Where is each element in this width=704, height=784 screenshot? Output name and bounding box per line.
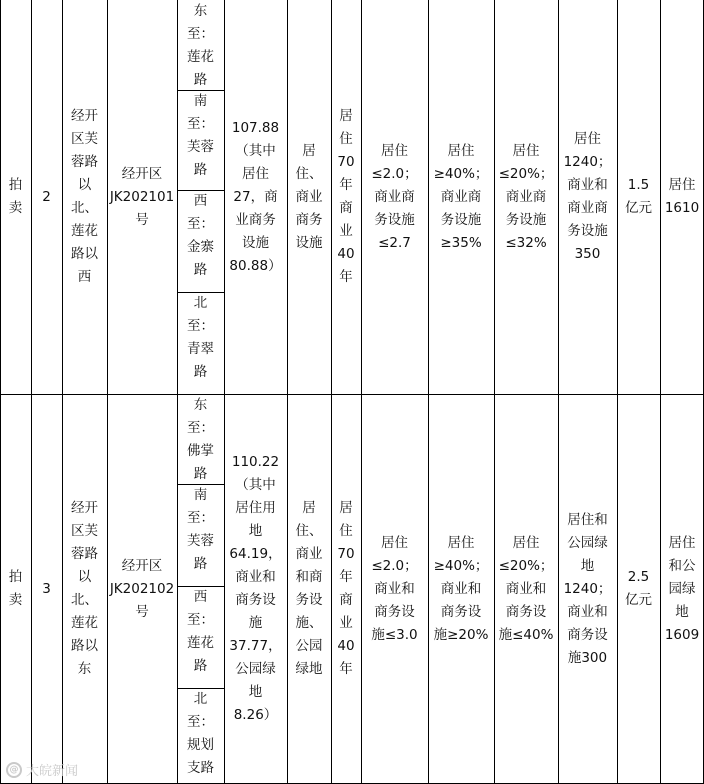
table-rule [62, 0, 63, 784]
table-rule [177, 90, 224, 91]
cell-boundary-text: 西 至： 莲花 路 [187, 589, 214, 674]
watermark-logo-icon: @ [6, 762, 22, 778]
cell-area-text: 110.22 （其中 居住用 地 64.19， 商业和 商务设 施 37.77， 公园绿 地 8.26） [229, 454, 282, 723]
table-rule [177, 484, 224, 485]
cell-extra [660, 0, 704, 394]
cell-land-use-text: 居 住、 商业 商务 设施 [295, 142, 323, 251]
cell-boundary [177, 394, 224, 484]
cell-density-text: 居住 ≥40%； 商业和 商务设 施≥20% [433, 534, 489, 643]
cell-method [0, 0, 31, 394]
cell-parcel-id [107, 0, 177, 394]
cell-parcel-id-text: 经开区 JK202101 号 [109, 165, 175, 228]
cell-green-ratio [494, 394, 558, 784]
table-rule [331, 0, 332, 784]
cell-price-text: 1.5 亿元 [625, 177, 652, 216]
cell-area [224, 0, 287, 394]
cell-plot-ratio-text: 居住 ≤2.0； 商业和 商务设 施≤3.0 [371, 534, 418, 643]
table-rule [558, 0, 559, 784]
cell-density [428, 394, 494, 784]
cell-number [31, 394, 62, 784]
table-rule [177, 190, 224, 191]
cell-price [617, 394, 660, 784]
cell-land-use [287, 394, 331, 784]
cell-term [331, 0, 361, 394]
table-rule [224, 0, 225, 784]
cell-term-text: 居 住 70 年 商 业 40 年 [337, 500, 355, 677]
cell-height [558, 394, 617, 784]
cell-method [0, 394, 31, 784]
cell-parcel-id [107, 394, 177, 784]
cell-area [224, 394, 287, 784]
cell-extra [660, 394, 704, 784]
cell-boundary-text: 南 至： 芙蓉 路 [187, 93, 214, 178]
table-rule [617, 0, 618, 784]
table-rule [428, 0, 429, 784]
table-rule [287, 0, 288, 784]
cell-plot-ratio-text: 居住 ≤2.0； 商业商 务设施 ≤2.7 [371, 142, 418, 251]
cell-boundary [177, 0, 224, 90]
cell-land-use-text: 居 住、 商业 和商 务设 施、 公园 绿地 [295, 500, 323, 677]
watermark-text: 大皖新闻 [26, 764, 79, 779]
cell-location-text: 经开 区芙 蓉路 以 北、 莲花 路以 西 [71, 108, 98, 285]
cell-method-text: 拍 卖 [8, 177, 23, 216]
cell-plot-ratio [361, 394, 428, 784]
table-rule [107, 0, 108, 784]
table-rule [177, 0, 178, 784]
table-rule [494, 0, 495, 784]
cell-price [617, 0, 660, 394]
cell-height [558, 0, 617, 394]
cell-number [31, 0, 62, 394]
cell-number-text: 3 [42, 580, 51, 597]
cell-boundary-text: 北 至： 青翠 路 [187, 295, 214, 380]
cell-boundary [177, 292, 224, 394]
cell-parcel-id-text: 经开区 JK202102 号 [109, 557, 175, 620]
cell-method-text: 拍 卖 [8, 569, 23, 608]
table-rule [361, 0, 362, 784]
cell-density-text: 居住 ≥40%； 商业商 务设施 ≥35% [433, 142, 489, 251]
cell-boundary [177, 688, 224, 784]
table-rule [177, 292, 224, 293]
cell-land-use [287, 0, 331, 394]
cell-height-text: 居住 1240； 商业和 商业商 务设施 350 [563, 131, 612, 262]
cell-term-text: 居 住 70 年 商 业 40 年 [337, 108, 355, 285]
cell-boundary-text: 南 至： 芙蓉 路 [187, 487, 214, 572]
cell-plot-ratio [361, 0, 428, 394]
cell-term [331, 394, 361, 784]
cell-extra-text: 居住 和公 园绿 地 1609 [664, 534, 700, 643]
cell-location [62, 0, 107, 394]
table-rule [177, 586, 224, 587]
watermark [6, 760, 78, 779]
cell-location-text: 经开 区芙 蓉路 以 北、 莲花 路以 东 [71, 500, 98, 677]
table-rule [177, 688, 224, 689]
table-rule [660, 0, 661, 784]
cell-area-text: 107.88 （其中 居住 27，商 业商务 设施 80.88） [229, 119, 282, 274]
cell-boundary [177, 586, 224, 688]
cell-height-text: 居住和 公园绿 地 1240； 商业和 商务设 施300 [563, 511, 612, 666]
cell-location [62, 394, 107, 784]
cell-density [428, 0, 494, 394]
cell-boundary [177, 190, 224, 292]
cell-boundary-text: 北 至： 规划 支路 [187, 691, 214, 776]
cell-green-ratio [494, 0, 558, 394]
cell-green-ratio-text: 居住 ≤20%； 商业和 商务设 施≤40% [498, 534, 554, 643]
cell-price-text: 2.5 亿元 [625, 569, 652, 608]
cell-boundary-text: 东 至： 莲花 路 [187, 3, 214, 88]
cell-extra-text: 居住 1610 [664, 177, 700, 216]
cell-boundary [177, 484, 224, 586]
table-rule [0, 0, 1, 784]
table-rule [31, 0, 32, 784]
table-rule [0, 394, 704, 395]
cell-green-ratio-text: 居住 ≤20%； 商业商 务设施 ≤32% [498, 142, 554, 251]
cell-boundary-text: 西 至： 金寨 路 [187, 193, 214, 278]
cell-boundary [177, 90, 224, 190]
cell-number-text: 2 [42, 188, 51, 205]
cell-boundary-text: 东 至： 佛掌 路 [187, 397, 214, 482]
